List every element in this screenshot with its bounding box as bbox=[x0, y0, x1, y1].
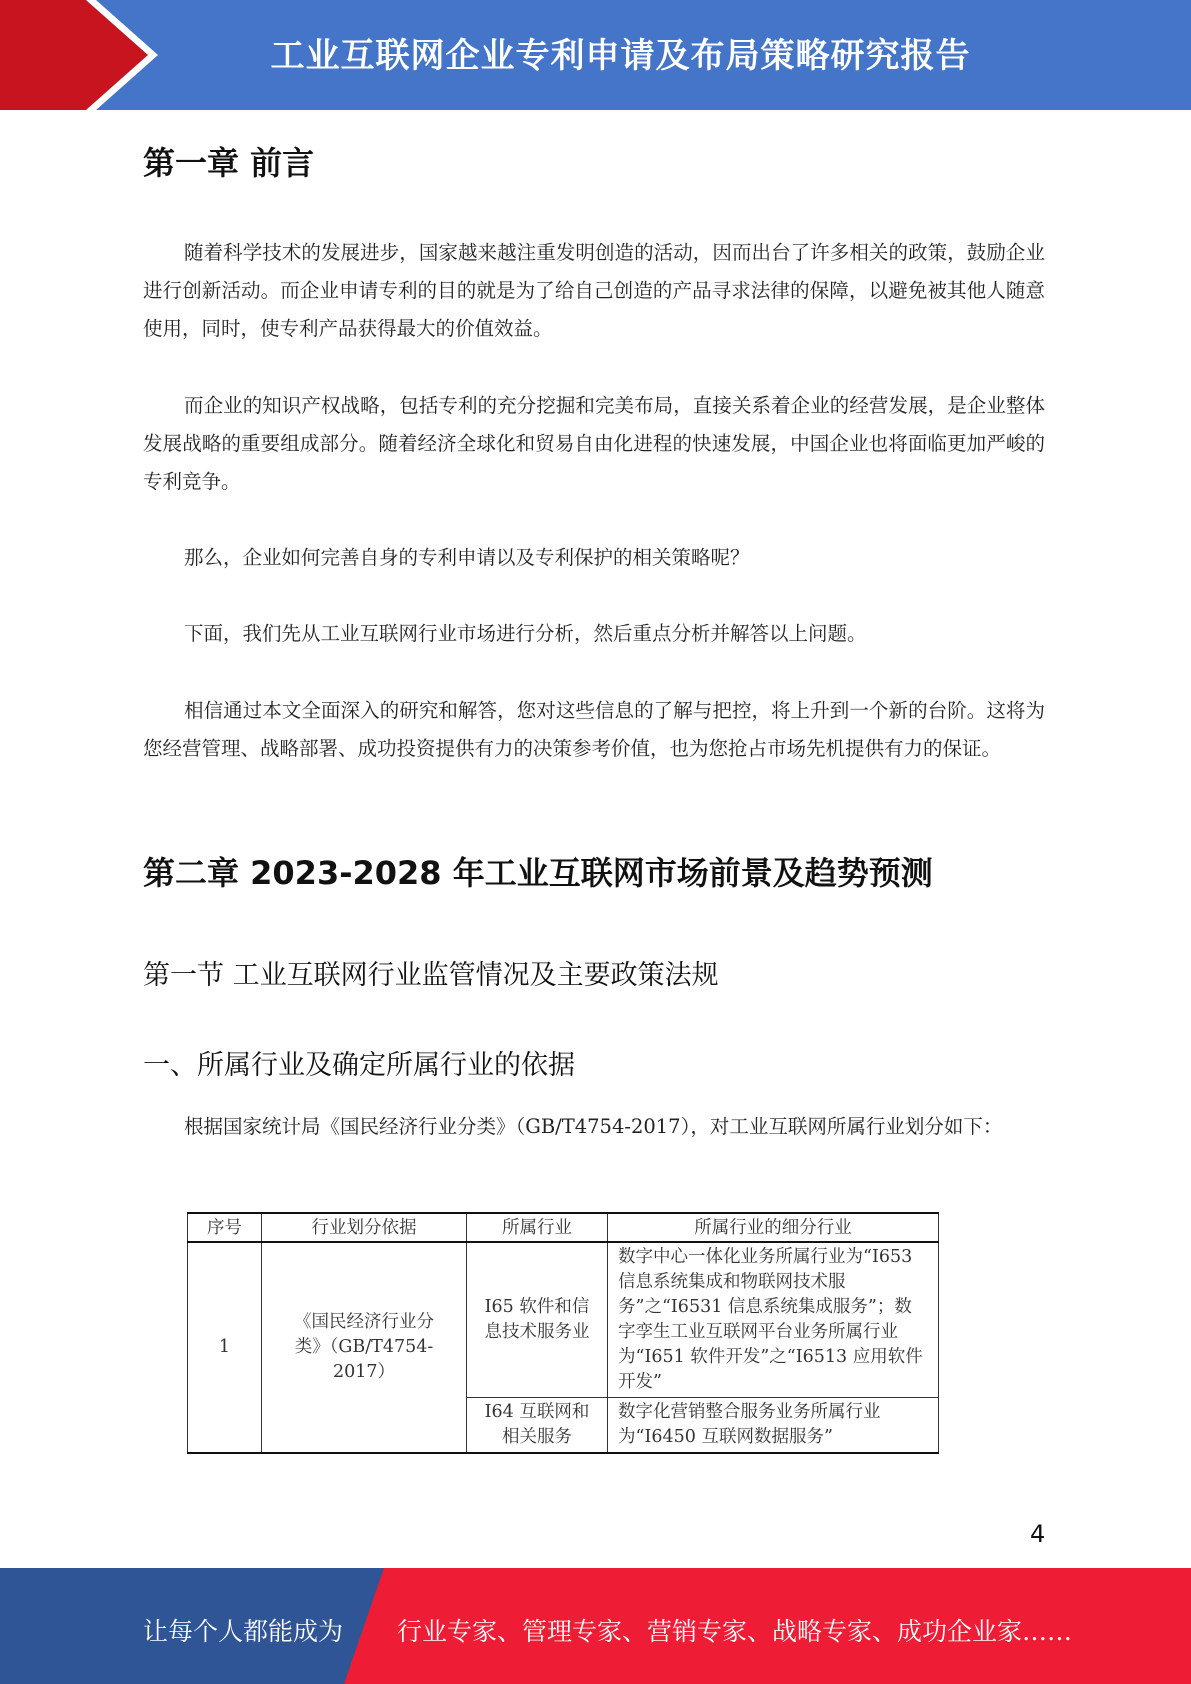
cell-index: 1 bbox=[188, 1242, 262, 1453]
table-header-row bbox=[188, 1213, 939, 1242]
header-industry: 所属行业 bbox=[467, 1213, 608, 1242]
paragraph-1: 随着科学技术的发展进步，国家越来越注重发明创造的活动，因而出台了许多相关的政策，鼓励企业进行创新活动。而企业申请专利的目的就是为了给自己创造的产品寻求法律的保障，以避免被其他人随意使用，同时，使专利产品获得最大的价值效益。 bbox=[143, 241, 1045, 340]
table-intro-paragraph: 根据国家统计局《国民经济行业分类》（GB/T4754-2017），对工业互联网所属行业划分如下： bbox=[184, 1115, 1003, 1138]
header-index: 序号 bbox=[188, 1213, 262, 1242]
footer-slogan-right: 行业专家、管理专家、营销专家、战略专家、成功企业家…… bbox=[397, 1617, 1073, 1646]
paragraph-3: 那么，企业如何完善自身的专利申请以及专利保护的相关策略呢？ bbox=[184, 546, 750, 569]
industry-classification-table bbox=[187, 1212, 939, 1454]
paragraph-4: 下面，我们先从工业互联网行业市场进行分析，然后重点分析并解答以上问题。 bbox=[184, 622, 867, 645]
footer-banner bbox=[0, 1568, 1191, 1684]
page-number: 4 bbox=[1030, 1520, 1046, 1548]
header-basis: 行业划分依据 bbox=[262, 1213, 467, 1242]
report-title: 工业互联网企业专利申请及布局策略研究报告 bbox=[270, 36, 971, 76]
header-sub-industry: 所属行业的细分行业 bbox=[608, 1213, 939, 1242]
paragraph-5: 相信通过本文全面深入的研究和解答，您对这些信息的了解与把控，将上升到一个新的台阶。这将为您经营管理、战略部署、成功投资提供有力的决策参考价值，也为您抢占市场先机提供有力的保证。 bbox=[143, 699, 1045, 760]
cell-industry-2: I64 互联网和相关服务 bbox=[467, 1398, 608, 1454]
cell-industry-1: I65 软件和信息技术服务业 bbox=[467, 1242, 608, 1398]
paragraph-2: 而企业的知识产权战略，包括专利的充分挖掘和完美布局，直接关系着企业的经营发展，是企业整体发展战略的重要组成部分。随着经济全球化和贸易自由化进程的快速发展，中国企业也将面临更加严峻的专利竞争。 bbox=[143, 394, 1045, 493]
cell-detail-2: 数字化营销整合服务业务所属行业为“I6450 互联网数据服务” bbox=[608, 1398, 939, 1454]
chapter-1-title: 第一章 前言 bbox=[143, 144, 315, 182]
section-1-title: 第一节 工业互联网行业监管情况及主要政策法规 bbox=[143, 960, 719, 991]
footer-slogan-left: 让每个人都能成为 bbox=[143, 1617, 344, 1646]
cell-detail-1: 数字中心一体化业务所属行业为“I653 信息系统集成和物联网技术服务”之“I6531 信息系统集成服务”；数字孪生工业互联网平台业务所属行业为“I651 软件开发”之“I6513 应用软件开发” bbox=[608, 1242, 939, 1398]
cell-basis: 《国民经济行业分类》（GB/T4754-2017） bbox=[262, 1242, 467, 1453]
chapter-2-title: 第二章 2023-2028 年工业互联网市场前景及趋势预测 bbox=[143, 854, 933, 892]
table-row bbox=[188, 1242, 939, 1398]
header-banner bbox=[0, 0, 1191, 110]
subsection-1-title: 一、所属行业及确定所属行业的依据 bbox=[143, 1050, 575, 1081]
